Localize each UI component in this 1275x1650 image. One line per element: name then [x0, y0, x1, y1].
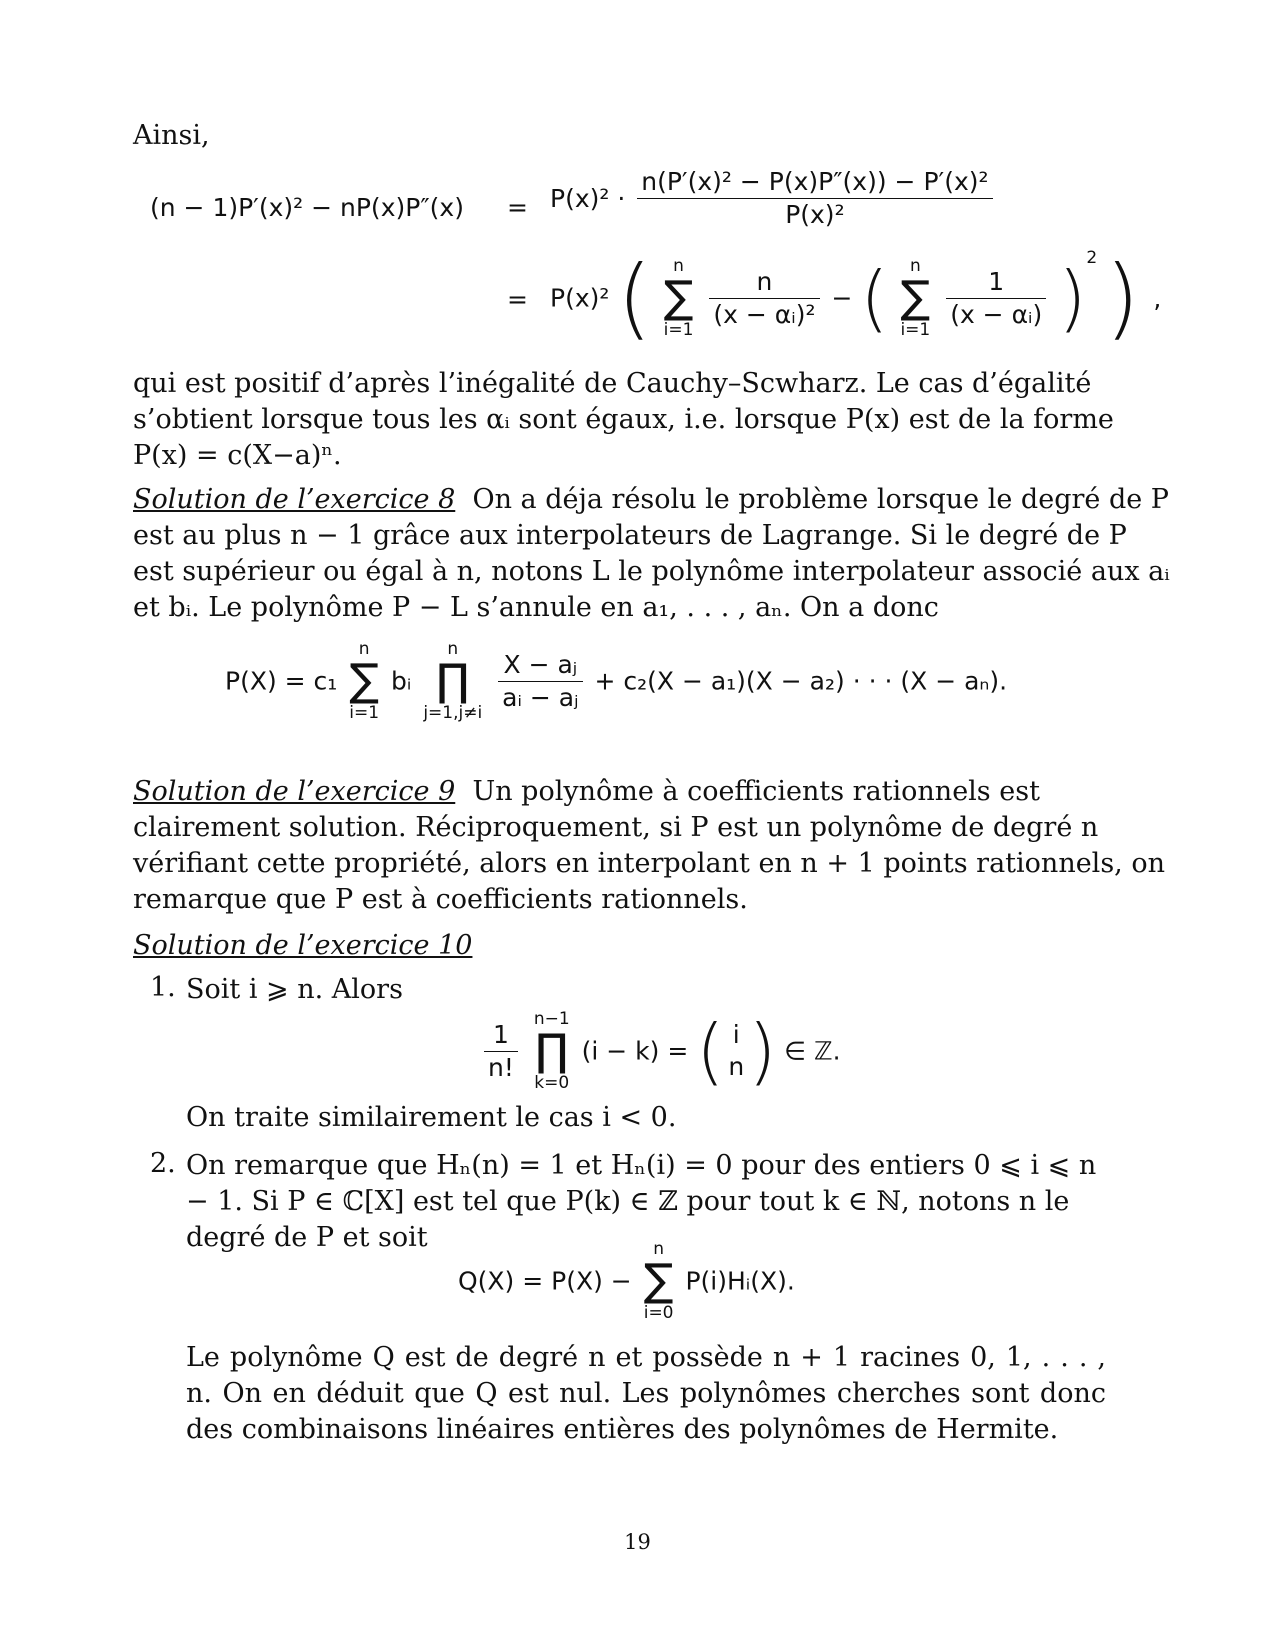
solution-8: [133, 482, 1173, 626]
item-1-fraction: [484, 1019, 518, 1084]
binom-close-paren: ): [748, 1009, 777, 1093]
intro-ainsi: Ainsi,: [133, 120, 210, 151]
q-sum: [644, 1240, 674, 1322]
item-1-frac-den: n!: [488, 1052, 514, 1082]
q-sum-top: n: [653, 1239, 664, 1259]
item-1-equation: [480, 1006, 841, 1096]
binomial: [724, 1019, 748, 1083]
page-number: 19: [624, 1530, 651, 1554]
sol8-sum-bottom: i=1: [349, 703, 380, 723]
solution-10-title: Solution de l’exercice 10: [133, 930, 473, 961]
eq1-line1: [150, 168, 464, 248]
item-2-number: 2.: [150, 1148, 176, 1179]
q-right: P(i)Hᵢ(X).: [685, 1266, 795, 1296]
solution-9-text: Un polynôme à coefficients rationnels est clairement solution. Réciproquement, si P est un polynôme de degré n vérifiant cette propriété, alors en interpolant en n + 1 points rationnels, on remarque que P est à coefficients rationnels.: [133, 776, 1165, 915]
binom-open-paren: (: [696, 1009, 725, 1093]
eq1-right-1: [550, 166, 997, 231]
sum-1: [664, 257, 694, 339]
q-sum-bottom: i=0: [643, 1303, 674, 1323]
sum-2: [900, 257, 930, 339]
eq1-r1-fraction: [637, 166, 992, 231]
term1-denominator: (x − αᵢ)²: [713, 299, 816, 329]
term1-fraction: [709, 266, 819, 331]
eq1-right-2: [550, 248, 1161, 352]
eq1-equals-1: =: [507, 193, 528, 222]
sol8-eq-right: + c₂(X − a₁)(X − a₂) · · · (X − aₙ).: [594, 666, 1008, 696]
sol8-bi: bᵢ: [391, 666, 412, 696]
sigma-icon: ∑: [663, 272, 694, 323]
sol8-equation: [225, 640, 1007, 722]
eq1-r2-factor: P(x)²: [550, 283, 610, 313]
minus-sign: −: [831, 283, 853, 313]
solution-9-title: Solution de l’exercice 9: [133, 776, 456, 807]
sum-2-top: n: [909, 256, 921, 276]
open-paren-inner: (: [860, 256, 889, 340]
eq1-comma: ,: [1153, 283, 1162, 313]
sigma-icon: ∑: [900, 272, 931, 323]
sol8-prod: [423, 640, 482, 722]
term2-numerator: 1: [946, 266, 1046, 299]
item-1-frac-num: 1: [484, 1019, 518, 1052]
sol8-eq-left: P(X) = c₁: [225, 666, 338, 696]
sol8-frac-num: X − aⱼ: [498, 649, 582, 682]
item-1-text: Soit i ⩾ n. Alors: [186, 974, 403, 1005]
item-2-equation: [458, 1240, 795, 1322]
solution-9: [133, 774, 1173, 918]
item-1-prod-bottom: k=0: [534, 1073, 570, 1093]
binom-bottom: n: [728, 1052, 745, 1081]
sum-1-top: n: [673, 256, 684, 276]
item-1-after: On traite similairement le cas i < 0.: [186, 1102, 677, 1133]
item-1-prod-body: (i − k) =: [581, 1036, 689, 1066]
open-paren-outer: (: [617, 246, 652, 349]
close-paren-outer: ): [1105, 246, 1140, 349]
sol8-sum: [349, 640, 379, 722]
solution-8-text: On a déja résolu le problème lorsque le degré de P est au plus n − 1 grâce aux interpolateurs de Lagrange. Si le degré de P est supérieur ou égal à n, notons L le polynôme interpolateur associé aux aᵢ et bᵢ. Le polynôme P − L s’annule en a₁, . . . , aₙ. On a donc: [133, 484, 1170, 623]
eq1-r1-denominator: P(x)²: [785, 200, 845, 229]
close-paren-inner: ): [1058, 256, 1087, 340]
item-1-number: 1.: [150, 972, 176, 1003]
eq1-r1-numerator: n(P′(x)² − P(x)P″(x)) − P′(x)²: [637, 166, 992, 199]
sol8-fraction: [498, 649, 582, 714]
item-2-after: Le polynôme Q est de degré n et possède n + 1 racines 0, 1, . . . , n. On en déduit que Q est nul. Les polynômes cherches sont donc des combinaisons linéaires entières des polynômes de Hermite.: [186, 1342, 1106, 1445]
eq1-left: (n − 1)P′(x)² − nP(x)P″(x): [150, 193, 464, 222]
sol8-sum-top: n: [358, 639, 370, 659]
term2-denominator: (x − αᵢ): [950, 299, 1043, 329]
solution-10-title-row: [133, 928, 1173, 964]
sol8-prod-bottom: j=1,j≠i: [423, 703, 483, 723]
eq1-r1-factor: P(x)² ·: [550, 184, 626, 213]
sum-2-bottom: i=1: [900, 320, 931, 340]
item-1-in-z: ∈ ℤ.: [784, 1036, 841, 1066]
sum-1-bottom: i=1: [663, 320, 694, 340]
sigma-icon: ∑: [643, 1255, 674, 1306]
sigma-icon: ∑: [349, 655, 379, 706]
eq1-equals-2: =: [507, 285, 528, 314]
sol8-frac-den: aᵢ − aⱼ: [502, 682, 579, 712]
binom-top: i: [732, 1020, 740, 1049]
item-2-text: On remarque que Hₙ(n) = 1 et Hₙ(i) = 0 pour des entiers 0 ⩽ i ⩽ n − 1. Si P ∈ ℂ[X] est tel que P(k) ∈ ℤ pour tout k ∈ ℕ, notons n le degré de P et soit: [186, 1150, 1097, 1253]
term1-numerator: n: [709, 266, 819, 299]
product-icon: ∏: [535, 1025, 569, 1076]
sol8-prod-top: n: [447, 639, 459, 659]
solution-8-title: Solution de l’exercice 8: [133, 484, 456, 515]
item-1-prod-top: n−1: [533, 1009, 570, 1029]
item-1-prod: [534, 1010, 570, 1092]
q-left: Q(X) = P(X) −: [458, 1266, 632, 1296]
term2-fraction: [946, 266, 1046, 331]
square-exponent: 2: [1086, 248, 1098, 268]
product-icon: ∏: [436, 655, 470, 706]
paragraph-cauchy: qui est positif d’après l’inégalité de Cauchy–Scwharz. Le cas d’égalité s’obtient lorsque tous les αᵢ sont égaux, i.e. lorsque P(x) est de la forme P(x) = c(X−a)ⁿ.: [133, 368, 1114, 471]
